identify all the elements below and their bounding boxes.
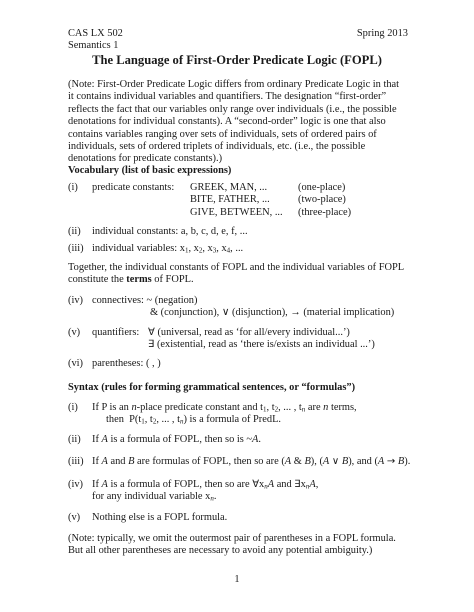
item-number: (iv) [68,295,84,306]
note-line: reflects the fact that our variables only range over individuals (i.e., the possible [68,103,397,115]
closing-note [68,533,396,558]
variable: x [193,243,199,254]
note-line: denotations for individual constants). A “second-order” logic is one that also [68,116,386,128]
rule-line: If P is an n-place predicate constant and $t_1$, $t_2$, ... , $t_n$ are n terms, [92,402,357,414]
connectives-line: & (conjunction), ∨ (disjunction), → (material implication) [150,307,395,319]
rule-line: Nothing else is a FOPL formula. [92,512,228,523]
quantifier-description: (universal, read as ‘for all/every individual...’) [157,327,350,338]
text-run: . [213,491,217,503]
rule-line: If A and B are formulas of FOPL, then so are (A & B), (A ∨ B), and (A → B). [92,456,411,467]
variable-subscript: 1 [184,246,189,255]
variable-subscript: 4 [226,246,231,255]
item-number: (i) [68,402,78,413]
rule-line: If A is a formula of FOPL, then so are $\forall x_nA$ and $\exists x_nA$, [92,479,319,491]
text-run: If [92,434,102,445]
predicate-list: GIVE, BETWEEN, ... [190,206,283,218]
predicate-list: BITE, FATHER, ... [190,194,270,206]
item-label: quantifiers: [92,327,140,338]
intro-note [68,79,408,166]
item-number: (v) [68,512,81,523]
universal-quantifier-line [148,327,350,339]
formula-variable: A [252,434,259,445]
text-run: of FOPL. [151,274,194,286]
page-number: 1 [234,574,240,585]
arity-label: (one-place) [298,182,346,193]
ellipsis: , ... [230,243,244,254]
item-text: parentheses: ( , ) [92,358,161,369]
variable: x [179,243,185,254]
text-run: . [258,434,262,445]
predicate-list: GREEK, MAN, ... [190,182,268,193]
existential-quantifier-line [148,339,375,351]
item-number: (iv) [68,479,84,490]
variable-subscript: n [210,494,214,503]
existential-quantifier-icon: ∃ [148,339,155,351]
vocabulary-heading: Vocabulary (list of basic expressions) [68,165,232,176]
term-label: Spring 2013 [356,28,408,39]
item-number: (iii) [68,243,84,254]
note-line: But all other parentheses are necessary to avoid any potential ambiguity.) [68,545,373,557]
item-text: individual variables: $x_1$, $x_2$, $x_3$, $x_4$, ... [92,243,244,255]
arity-label: (three-place) [298,206,352,218]
variable-subscript: 2 [198,246,203,255]
text-run: is a formula of FOPL, then so is ~ [107,434,253,445]
item-label: individual variables: [92,243,178,254]
course-code: CAS LX 502 [68,28,123,39]
vocab-item-predicate-constants [0,182,474,222]
universal-quantifier-icon: ∀ [148,327,155,338]
note-line: denotations for predicate constants).) [68,153,223,165]
paragraph-line [68,274,404,286]
course-subtitle: Semantics 1 [68,40,119,52]
note-line: (Note: typically, we omit the outermost pair of parentheses in a FOPL formula. [68,533,396,544]
note-line: individuals, sets of ordered triplets of individuals, etc. (i.e., the possible [68,141,366,153]
item-text: individual constants: a, b, c, d, e, f, ... [92,226,248,237]
note-line: it contains individual variables and quantifiers. The designation “first-order” [68,91,387,103]
quantifier-description: (existential, read as ‘there is/exists an individual ...’) [156,339,375,351]
connectives-line: connectives: ~ (negation) [92,295,198,306]
item-number: (v) [68,327,81,338]
item-number: (ii) [68,434,81,445]
item-number: (i) [68,182,78,193]
text-run: for any individual variable x [92,491,211,503]
page-title: The Language of First-Order Predicate Logic (FOPL) [92,53,382,67]
item-number: (ii) [68,226,81,237]
note-line: (Note: First-Order Predicate Logic differs from ordinary Predicate Logic in that [68,79,400,90]
rule-line [92,434,261,446]
variable: x [221,243,227,254]
item-number: (vi) [68,358,84,369]
item-label: predicate constants: [92,182,175,193]
text-run: constitute the [68,274,127,286]
syntax-heading: Syntax (rules for forming grammatical sentences, or “formulas”) [68,382,356,393]
variable: x [207,243,213,254]
terms-paragraph [68,262,404,287]
rule-line: then $P(t_1$, $t_2$, ... , $t_n$) is a formula of PredL. [106,414,282,426]
item-number: (iii) [68,456,84,467]
paragraph-line: Together, the individual constants of FOPL and the individual variables of FOPL [68,262,405,273]
arity-label: (two-place) [298,194,346,206]
variable-subscript: 3 [212,246,217,255]
formula-variable: A [101,434,108,445]
rule-line [92,491,216,503]
terms-keyword: terms [126,274,152,286]
course-header [68,28,123,53]
note-line: contains variables ranging over sets of individuals, sets of ordered pairs of [68,128,377,140]
